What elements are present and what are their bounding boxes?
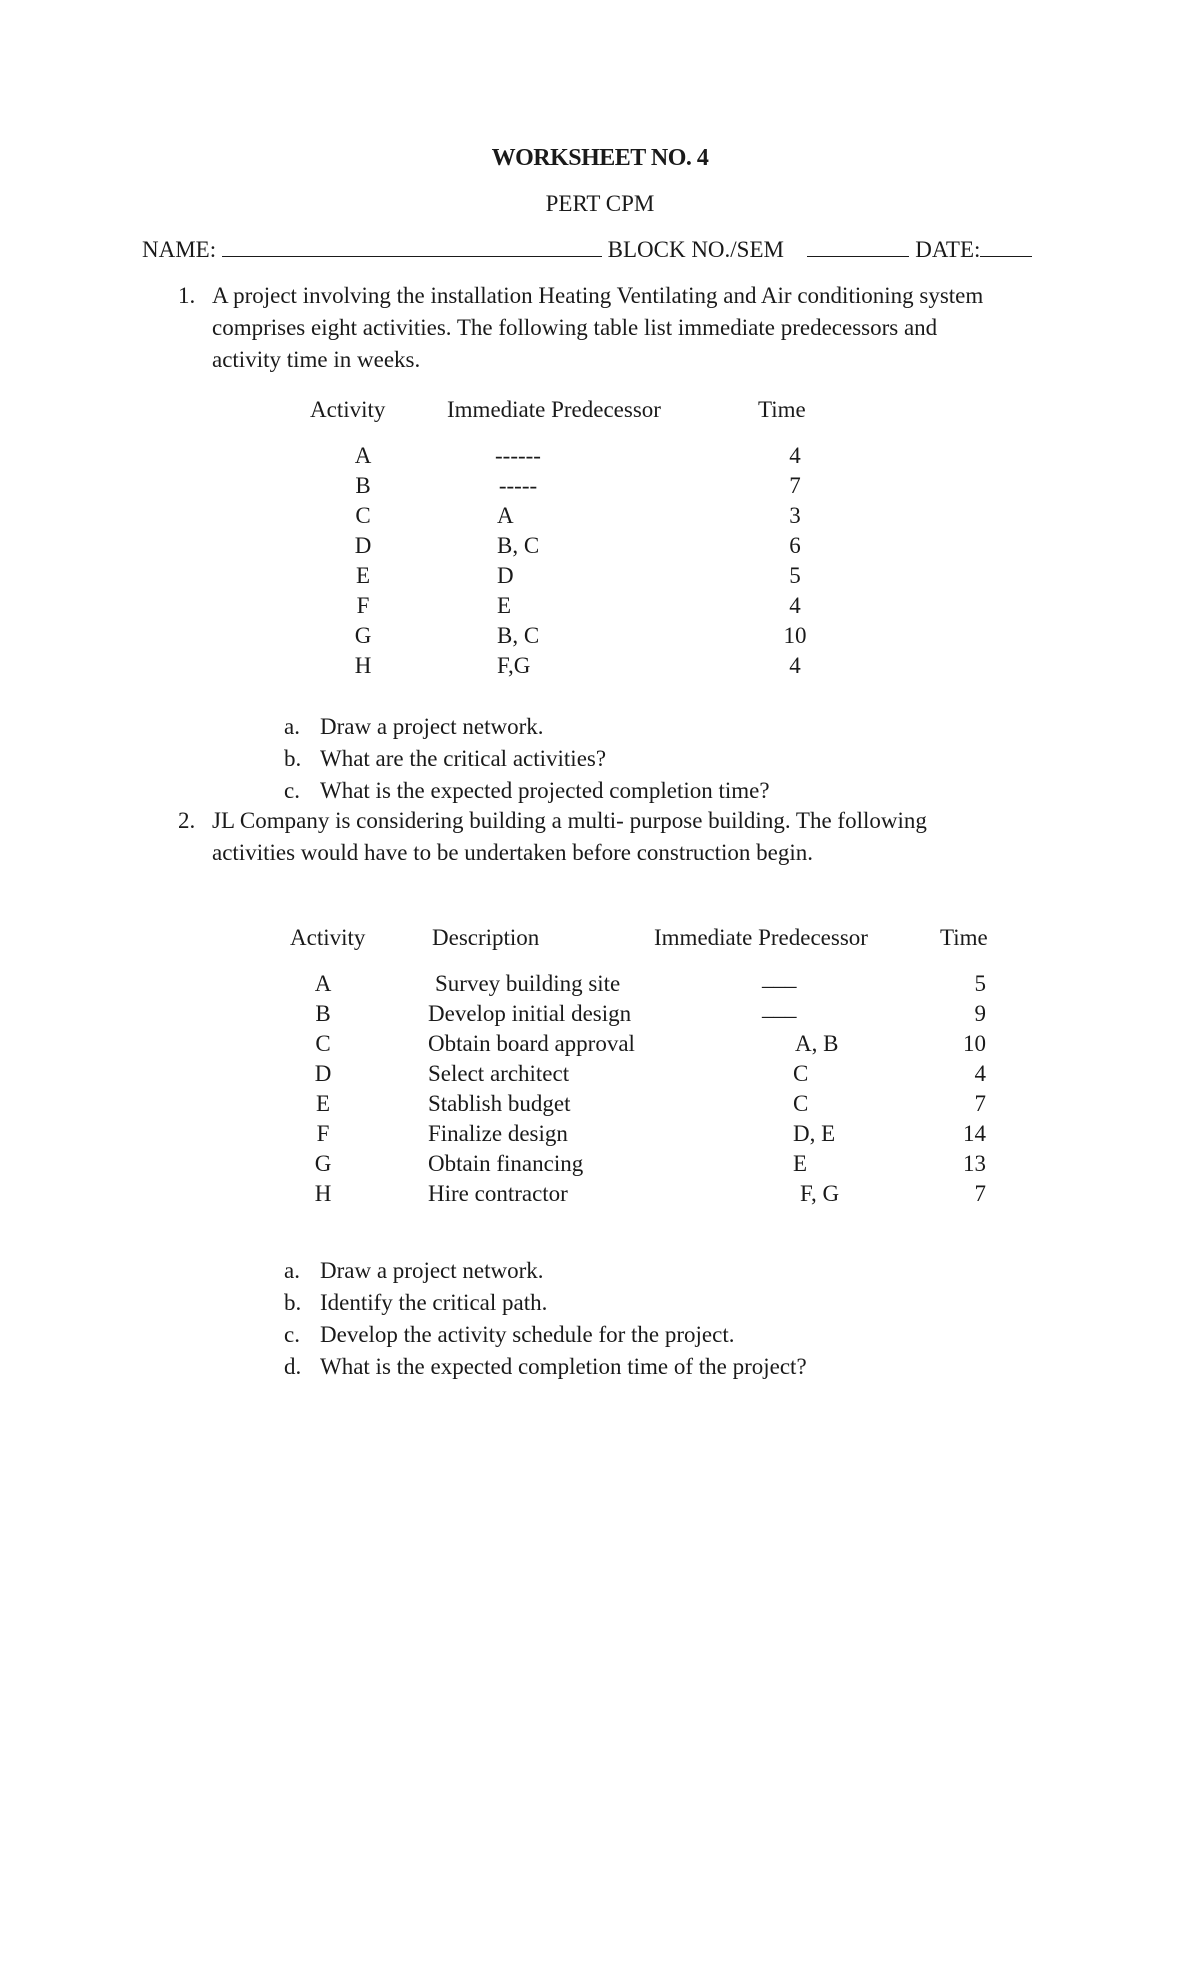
predecessor-cell: B, C [497, 623, 540, 648]
name-label: NAME: [142, 237, 217, 262]
activity-cell: G [354, 623, 372, 648]
time-cell: 5 [974, 971, 986, 996]
description-cell: Obtain financing [428, 1151, 584, 1176]
description-cell: Survey building site [435, 971, 621, 996]
predecessor-cell: F, G [800, 1181, 840, 1206]
activity-cell: C [315, 1031, 331, 1056]
predecessor-cell: E [497, 593, 512, 618]
predecessor-cell: A, B [795, 1031, 839, 1056]
predecessor-cell: C [793, 1061, 809, 1086]
predecessor-cell: D, E [793, 1121, 836, 1146]
time-cell: 10 [783, 623, 807, 648]
predecessor-cell: D [497, 563, 514, 588]
q1-text-line-2: comprises eight activities. The following table list immediate predecessors and [212, 315, 938, 340]
description-cell: Obtain board approval [428, 1031, 635, 1056]
predecessor-cell: A [497, 503, 514, 528]
time-cell: 4 [974, 1061, 986, 1086]
activity-cell: D [354, 533, 372, 558]
time-cell: 4 [789, 443, 801, 468]
description-cell: Stablish budget [428, 1091, 571, 1116]
description-cell: Finalize design [428, 1121, 568, 1146]
q2-text-line-2: activities would have to be undertaken before construction begin. [212, 840, 813, 865]
predecessor-cell: E [793, 1151, 808, 1176]
q1-text-line-3: activity time in weeks. [212, 347, 421, 372]
activity-cell: E [355, 563, 371, 588]
sub-question-text: Draw a project network. [320, 714, 544, 739]
time-cell: 9 [974, 1001, 986, 1026]
q2-text-line-1: JL Company is considering building a multi- purpose building. The following [212, 808, 927, 833]
q1-text-line-1: A project involving the installation Heating Ventilating and Air conditioning system [212, 283, 984, 308]
time-cell: 14 [963, 1121, 986, 1146]
predecessor-cell: B, C [497, 533, 540, 558]
block-label: BLOCK NO./SEM [607, 237, 784, 262]
date-blank-line [980, 255, 1032, 257]
q1-header-predecessor: Immediate Predecessor [447, 397, 661, 422]
date-label: DATE: [915, 237, 981, 262]
description-cell: Develop initial design [428, 1001, 632, 1026]
sub-question-text: Identify the critical path. [320, 1290, 548, 1315]
predecessor-cell: ___ [762, 995, 797, 1020]
sub-question-text: Draw a project network. [320, 1258, 544, 1283]
sub-question-letter: b. [284, 746, 302, 771]
predecessor-cell: ___ [762, 965, 797, 990]
block-blank-line [807, 255, 909, 257]
activity-cell: F [356, 593, 370, 618]
sub-question-letter: c. [284, 1322, 300, 1347]
time-cell: 7 [789, 473, 801, 498]
name-blank-line [222, 255, 602, 257]
time-cell: 4 [789, 653, 801, 678]
time-cell: 7 [974, 1181, 986, 1206]
activity-cell: B [315, 1001, 331, 1026]
q2-header-description: Description [432, 925, 540, 950]
time-cell: 10 [963, 1031, 986, 1056]
description-cell: Hire contractor [428, 1181, 568, 1206]
sub-question-letter: a. [284, 1258, 300, 1283]
time-cell: 6 [789, 533, 801, 558]
time-cell: 3 [789, 503, 801, 528]
activity-cell: A [354, 443, 372, 468]
activity-cell: H [314, 1181, 332, 1206]
q1-header-time: Time [758, 397, 806, 422]
activity-cell: B [355, 473, 371, 498]
time-cell: 4 [789, 593, 801, 618]
q2-header-activity: Activity [290, 925, 366, 950]
sub-question-text: What is the expected completion time of the project? [320, 1354, 807, 1379]
time-cell: 5 [789, 563, 801, 588]
name-row [142, 238, 1032, 261]
q2-number: 2. [178, 808, 196, 833]
q2-header-predecessor: Immediate Predecessor [654, 925, 868, 950]
sub-question-text: What is the expected projected completion time? [320, 778, 770, 803]
activity-cell: G [314, 1151, 332, 1176]
predecessor-cell: ----- [498, 473, 538, 498]
worksheet-title: WORKSHEET NO. 4 [491, 145, 709, 171]
activity-cell: C [355, 503, 371, 528]
sub-question-letter: d. [284, 1354, 302, 1379]
sub-question-letter: c. [284, 778, 300, 803]
description-cell: Select architect [428, 1061, 570, 1086]
sub-question-text: What are the critical activities? [320, 746, 607, 771]
q1-header-activity: Activity [310, 397, 386, 422]
activity-cell: E [315, 1091, 331, 1116]
predecessor-cell: ------ [495, 443, 541, 468]
activity-cell: F [316, 1121, 330, 1146]
sub-question-text: Develop the activity schedule for the project. [320, 1322, 735, 1347]
sub-question-letter: b. [284, 1290, 302, 1315]
time-cell: 7 [974, 1091, 986, 1116]
activity-cell: D [314, 1061, 332, 1086]
activity-cell: A [314, 971, 332, 996]
activity-cell: H [354, 653, 372, 678]
predecessor-cell: F,G [497, 653, 531, 678]
time-cell: 13 [963, 1151, 986, 1176]
worksheet-subtitle: PERT CPM [545, 191, 655, 216]
predecessor-cell: C [793, 1091, 809, 1116]
q1-number: 1. [178, 283, 196, 308]
q2-header-time: Time [940, 925, 988, 950]
sub-question-letter: a. [284, 714, 300, 739]
